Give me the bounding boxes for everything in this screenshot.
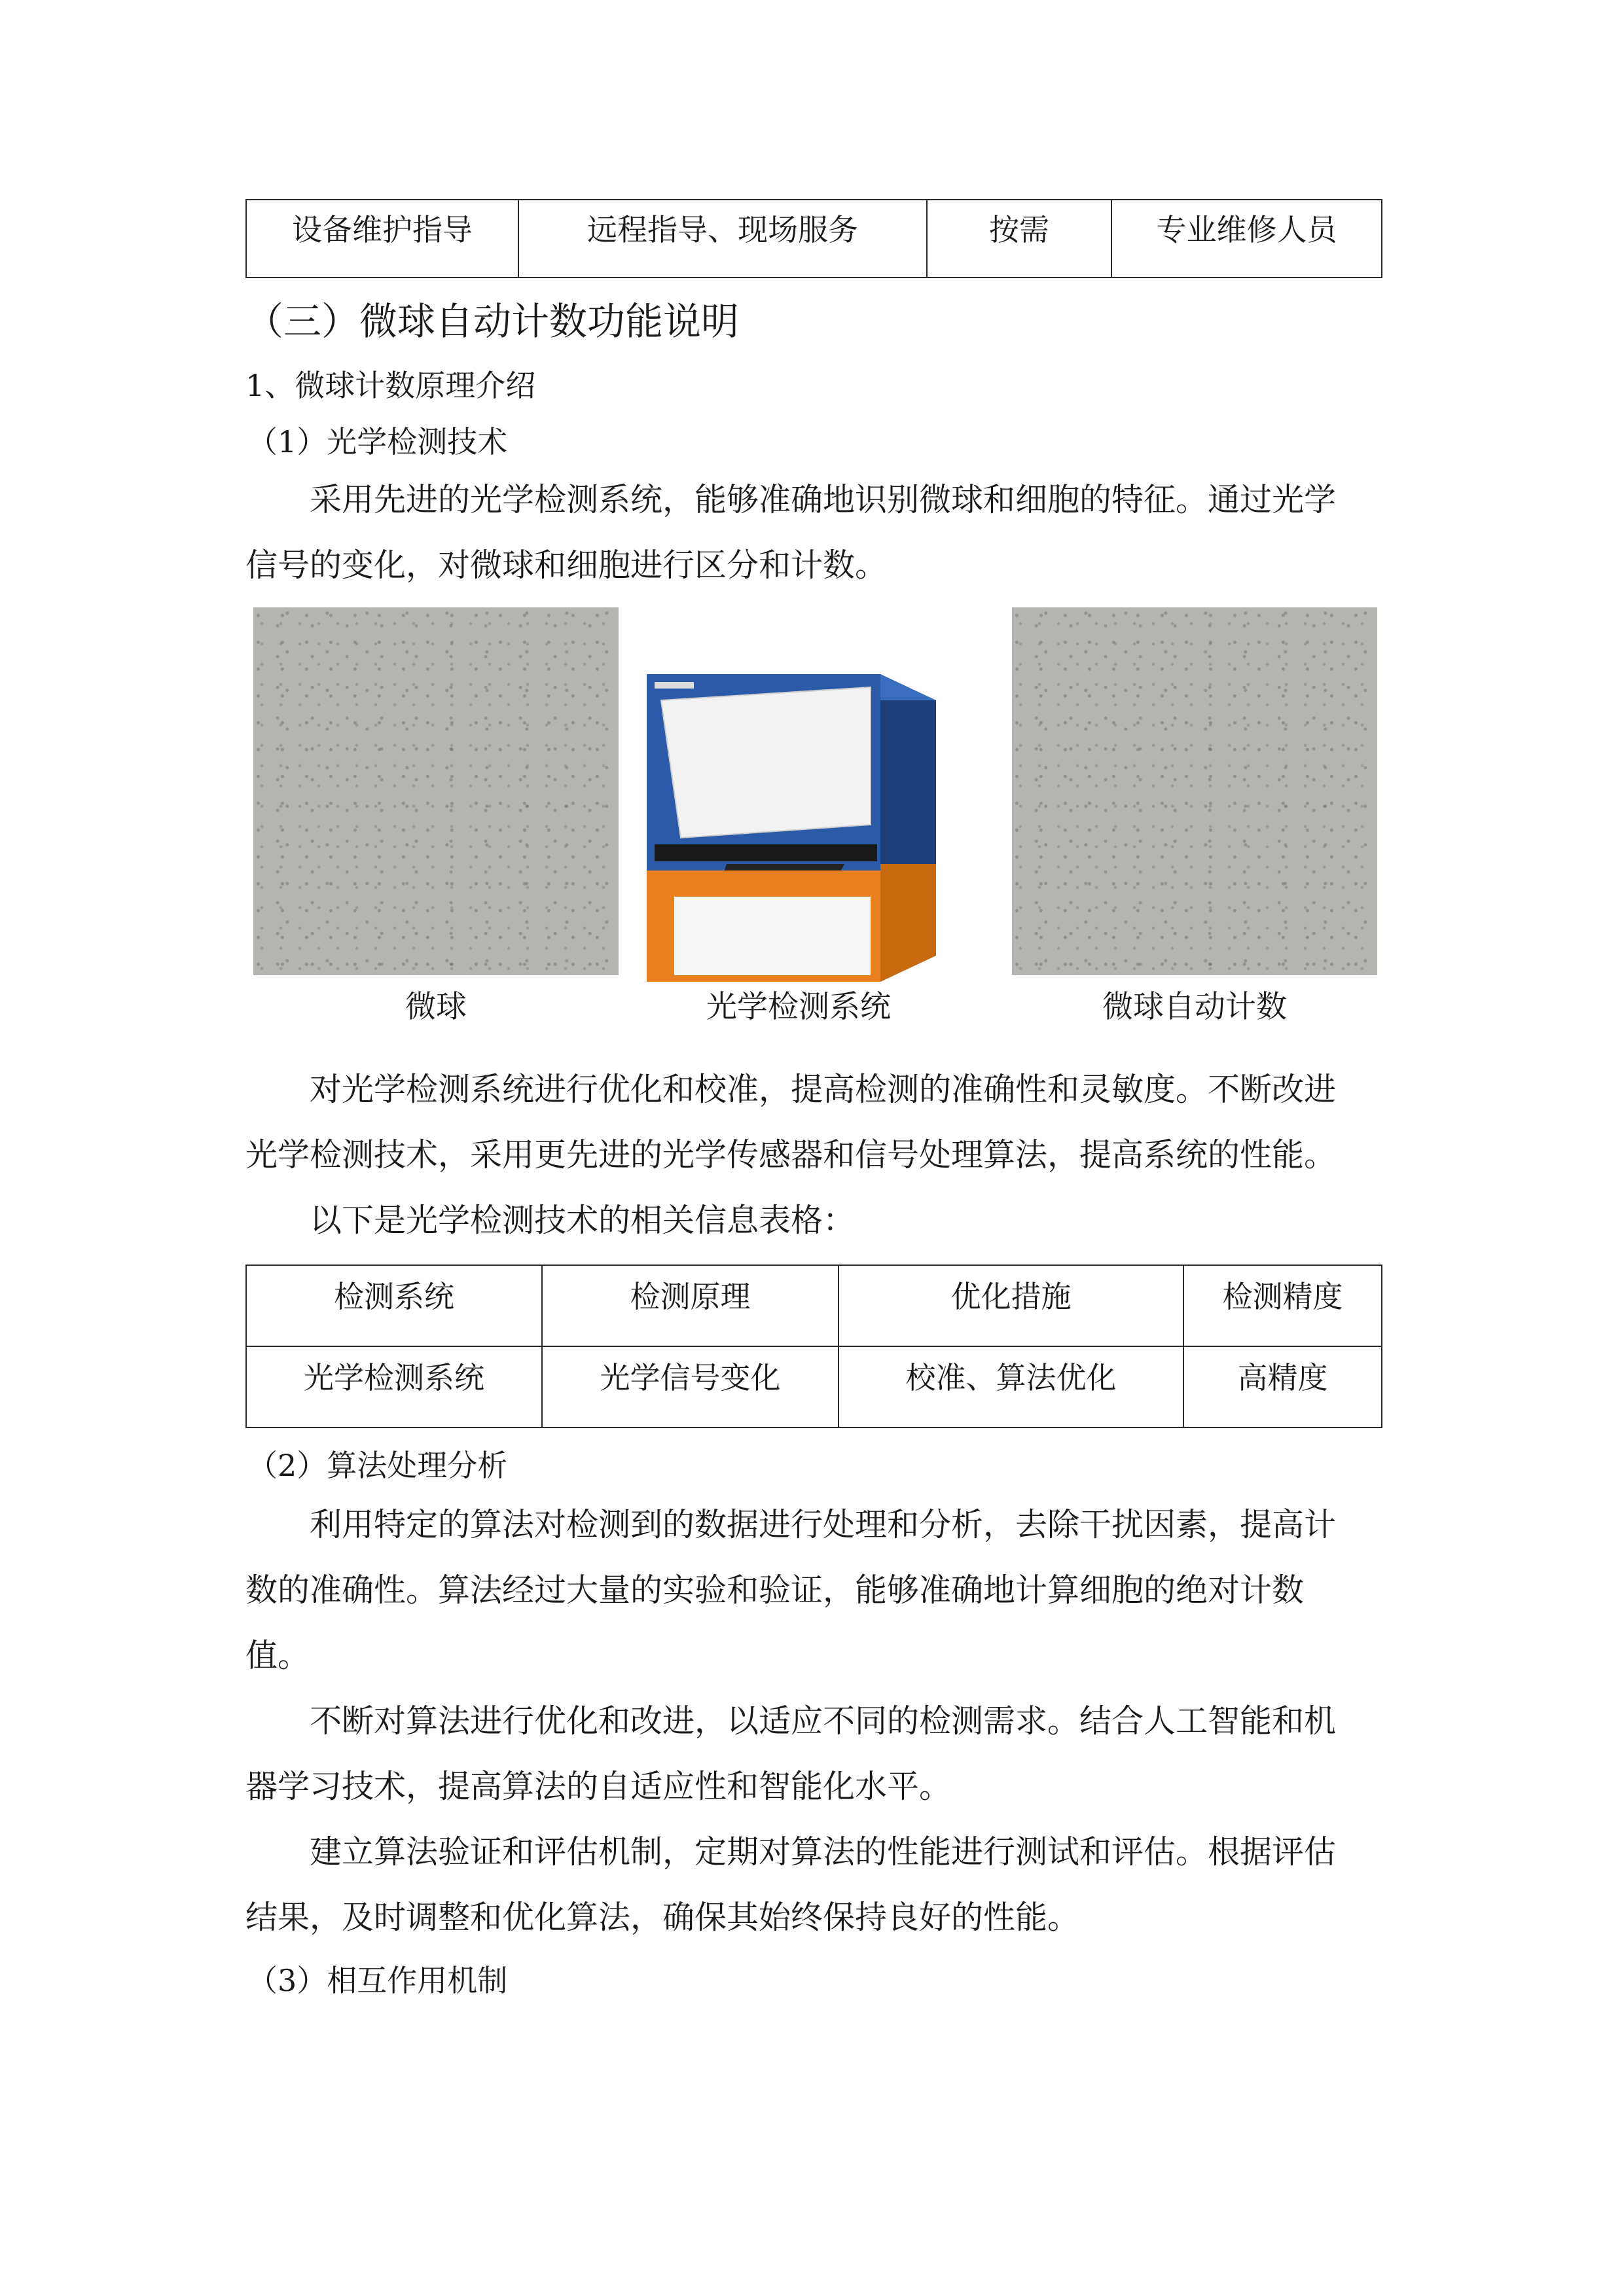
instrument-tray-slot <box>655 844 877 861</box>
section-heading: （三）微球自动计数功能说明 <box>245 299 740 344</box>
paragraph-line: 结果，及时调整和优化算法，确保其始终保持良好的性能。 <box>245 1899 1080 1936</box>
table-header-cell: 检测精度 <box>1183 1265 1382 1346</box>
table-cell: 高精度 <box>1183 1346 1382 1427</box>
paragraph <box>245 1689 1388 1820</box>
paragraph <box>245 467 1388 598</box>
subsubsection-heading: （3）相互作用机制 <box>247 1963 508 1998</box>
paragraph-line: 光学检测技术，采用更先进的光学传感器和信号处理算法，提高系统的性能。 <box>245 1136 1337 1174</box>
table-header-row <box>246 1265 1382 1346</box>
microsphere-count-image <box>1012 607 1377 975</box>
subsection-heading: 1、微球计数原理介绍 <box>245 368 536 403</box>
table-cell: 专业维修人员 <box>1111 200 1382 278</box>
paragraph <box>245 1057 1388 1188</box>
table-cell: 按需 <box>927 200 1111 278</box>
paragraph <box>245 1188 1388 1253</box>
paragraph-line: 不断对算法进行优化和改进，以适应不同的检测需求。结合人工智能和机 <box>310 1702 1337 1740</box>
paragraph-line: 采用先进的光学检测系统，能够准确地识别微球和细胞的特征。通过光学 <box>310 481 1337 518</box>
paragraph-line: 信号的变化，对微球和细胞进行区分和计数。 <box>245 547 888 584</box>
paragraph-line: 建立算法验证和评估机制，定期对算法的性能进行测试和评估。根据评估 <box>310 1833 1337 1871</box>
microsphere-image <box>253 607 619 975</box>
paragraph-line: 以下是光学检测技术的相关信息表格： <box>310 1202 856 1239</box>
instrument-lower-panel <box>674 897 871 975</box>
optical-detection-instrument-image <box>628 648 969 988</box>
instrument-logo <box>655 682 694 689</box>
paragraph <box>245 1820 1388 1950</box>
paragraph-line: 值。 <box>245 1637 310 1674</box>
table-cell: 光学信号变化 <box>542 1346 839 1427</box>
paragraph-line: 利用特定的算法对检测到的数据进行处理和分析，去除干扰因素，提高计 <box>310 1506 1337 1543</box>
figure-caption: 微球自动计数 <box>1102 989 1287 1025</box>
paragraph-line: 数的准确性。算法经过大量的实验和验证，能够准确地计算细胞的绝对计数 <box>245 1571 1305 1609</box>
table-header-cell: 优化措施 <box>839 1265 1183 1346</box>
table-row <box>246 1346 1382 1427</box>
table-cell: 光学检测系统 <box>246 1346 542 1427</box>
figure-caption: 微球 <box>405 989 467 1025</box>
table-header-cell: 检测系统 <box>246 1265 542 1346</box>
subsubsection-heading: （1）光学检测技术 <box>247 424 508 459</box>
optical-detection-table <box>245 1265 1382 1428</box>
instrument-side-lower <box>880 864 936 982</box>
maintenance-table <box>245 199 1382 278</box>
subsubsection-heading: （2）算法处理分析 <box>247 1448 508 1483</box>
table-header-cell: 检测原理 <box>542 1265 839 1346</box>
paragraph <box>245 1492 1388 1689</box>
table-row <box>246 200 1382 278</box>
instrument-panel <box>661 687 871 838</box>
figure-caption: 光学检测系统 <box>706 989 891 1025</box>
table-cell: 远程指导、现场服务 <box>518 200 927 278</box>
paragraph-line: 器学习技术，提高算法的自适应性和智能化水平。 <box>245 1768 952 1805</box>
table-cell: 校准、算法优化 <box>839 1346 1183 1427</box>
paragraph-line: 对光学检测系统进行优化和校准，提高检测的准确性和灵敏度。不断改进 <box>310 1071 1337 1108</box>
table-cell: 设备维护指导 <box>246 200 518 278</box>
